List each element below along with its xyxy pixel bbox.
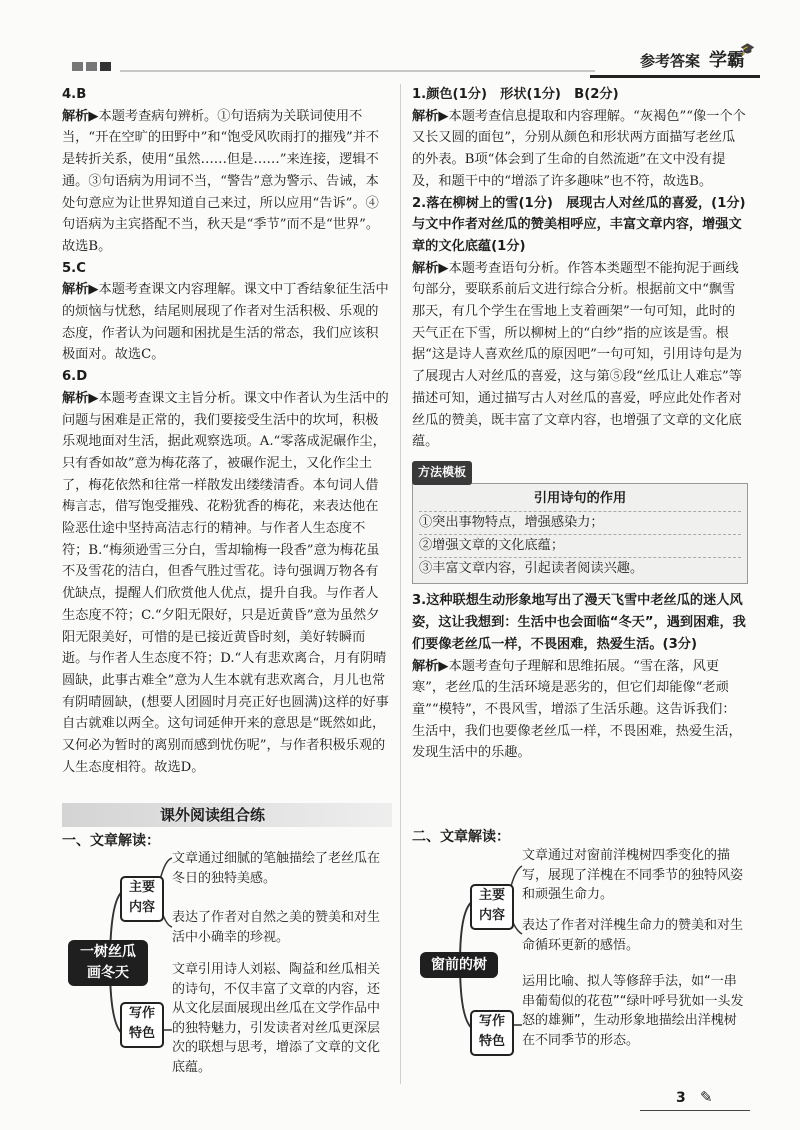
mindmap1-text-1: 文章通过细腻的笔触描绘了老丝瓜在冬日的独特美感。 [172, 851, 381, 886]
pencil-icon: ✎ [700, 1088, 713, 1106]
q2-explanation: 解析▶本题考查语句分析。作答本类题型不能拘泥于画线句部分，要联系前后文进行综合分析。根据前文中“飘雪那天，有几个学生在雪地上支着画架”一句可知，此时的天气正在下雪，所以柳树上的“白纱”指的应该是雪。根据“这是诗人喜欢丝瓜的原因吧”一句可知，引用诗句是为了展现古人对丝瓜的喜爱，这与第⑤段“丝瓜让人难忘”等描述可知，通过描写古人对丝瓜的喜爱，呼应此处作者对丝瓜的赞美，既丰富了文章内容，也增强了文章的文化底蕴。 [412, 260, 742, 450]
section-title: 课外阅读组合练 [160, 806, 266, 824]
mindmap2-branch-content: 主要 内容 [470, 884, 514, 930]
footer-rule [640, 1110, 750, 1111]
q2-answer: 2.落在柳树上的雪(1分) 展现古人对丝瓜的喜爱，(1分)与文中作者对丝瓜的赞美相呼应，丰富文章内容，增强文章的文化底蕴(1分) [412, 195, 746, 254]
q6-answer: 6.D [62, 369, 88, 385]
method-label: 方法模板 [412, 461, 472, 485]
q4-answer: 4.B [62, 87, 87, 102]
method-template [412, 461, 748, 585]
mindmap1-branch-content: 主要 内容 [120, 876, 164, 922]
q5-answer: 5.C [62, 260, 86, 276]
mindmap2-text-3: 运用比喻、拟人等修辞手法，如“一串串葡萄似的花苞”“绿叶呼号犹如一头发怒的雄狮”，生动形象地描绘出洋槐树在不同季节的形态。 [522, 974, 744, 1048]
mindmap2-center: 窗前的树 [420, 952, 498, 978]
mindmap2-text-2: 表达了作者对洋槐生命力的赞美和对生命循环更新的感悟。 [522, 918, 744, 953]
method-item: ③丰富文章内容，引起读者阅读兴趣。 [419, 557, 741, 580]
mindmap1-branch-style: 写作 特色 [120, 1002, 164, 1048]
q3-explanation: 解析▶本题考查句子理解和思维拓展。“雪在落，风更寒”，老丝瓜的生活环境是恶劣的，但它们却能像“老顽童”“模特”，不畏风雪，增添了生活乐趣。这告诉我们：生活中，我们也要像老丝瓜一样，不畏困难，热爱生活，发现生活中的乐趣。 [412, 658, 742, 761]
method-box [412, 483, 748, 585]
mindmap2-branch-style: 写作 特色 [470, 1010, 514, 1056]
q1-answer: 1.颜色(1分) 形状(1分) B(2分) [412, 87, 619, 102]
right-column [412, 84, 748, 764]
q4-explanation: 解析▶本题考查病句辨析。①句语病为关联词使用不当，“开在空旷的田野中”和“饱受风吹雨打的摧残”并不是转折关系，使用“虽然……但是……”来连接，逻辑不通。③句语病为用词不当，“警告”意为警示、告诫，本处句意应为让世界知道自己来过，所以应用“告诉”。④句语病为主宾搭配不当，秋天是“季节”而不是“世界”。故选B。 [62, 108, 380, 254]
mindmap1-text-3: 文章引用诗人刘崧、陶益和丝瓜相关的诗句，不仅丰富了文章的内容，还从文化层面展现出丝瓜在文学作品中的独特魅力，引发读者对丝瓜更深层次的联想与思考，增添了文章的文化底蕴。 [172, 962, 381, 1075]
q5-explanation: 解析▶本题考查课文内容理解。课文中丁香结象征生活中的烦恼与忧愁，结尾则展现了作者对生活积极、乐观的态度，作者认为问题和困扰是生活的常态，我们应该积极面对。故选C。 [62, 282, 389, 363]
part1-heading: 一、文章解读： [62, 833, 160, 849]
method-item: ①突出事物特点，增强感染力； [419, 511, 741, 534]
header-brand: 学霸 [709, 50, 745, 71]
q6-explanation: 解析▶本题考查课文主旨分析。课文中作者认为生活中的问题与困难是正常的，我们要接受生活中的坎坷，积极乐观地面对生活，据此观察选项。A.“零落成泥碾作尘，只有香如故”意为梅花落了，被碾作泥土，又化作尘土了，梅花依然和往常一样散发出缕缕清香。本句词人借梅言志，借写饱受摧残、花粉犹香的梅花，来表达他在险恶仕途中坚持高洁志行的精神。与作者人生态度不符；B.“梅须逊雪三分白，雪却输梅一段香”意为梅花虽不及雪花的洁白，但香气胜过雪花。诗句强调万物各有优缺点，提醒人们欣赏他人优点，提升自我。与作者人生态度不符；C.“夕阳无限好，只是近黄昏”意为虽然夕阳无限美好，可惜的是已接近黄昏时刻，美好转瞬而逝。与作者人生态度不符；D.“人有悲欢离合，月有阴晴圆缺，此事古难全”意为人生本就有悲欢离合，月儿也常有阴晴圆缺，(想要人团圆时月亮正好也圆满)这样的好事自古就难以两全。这句词延伸开来的意思是“既然如此，又何必为暂时的离别而感到忧伤呢”，与作者积极乐观的人生态度相符。故选D。 [62, 390, 389, 775]
part2-heading: 二、文章解读： [412, 829, 510, 845]
graduation-cap-icon: 🎓 [740, 42, 755, 56]
mindmap2-text-1: 文章通过对窗前洋槐树四季变化的描写，展现了洋槐在不同季节的独特风姿和顽强生命力。 [522, 848, 744, 902]
q1-explanation: 解析▶本题考查信息提取和内容理解。“灰褐色”“像一个个又长又圆的面包”，分别从颜色和形状两方面描写老丝瓜的外表。B项“体会到了生命的自然流逝”在文中没有提及，和题干中的“增添了许多趣味”也不符，故选B。 [412, 108, 746, 189]
method-title: 引用诗句的作用 [533, 490, 627, 506]
page-number: 3 [676, 1090, 686, 1106]
method-item: ②增强文章的文化底蕴； [419, 534, 741, 557]
q3-answer: 3.这种联想生动形象地写出了漫天飞雪中老丝瓜的迷人风姿，这让我想到：生活中也会面临“冬天”，遇到困难，我们要像老丝瓜一样，不畏困难，热爱生活。(3分) [412, 593, 746, 652]
header-title: 参考答案 [639, 52, 700, 70]
mindmap1-text-2: 表达了作者对自然之美的赞美和对生活中小确幸的珍视。 [172, 910, 381, 945]
mindmap1-center: 一树丝瓜 画冬天 [68, 940, 148, 986]
